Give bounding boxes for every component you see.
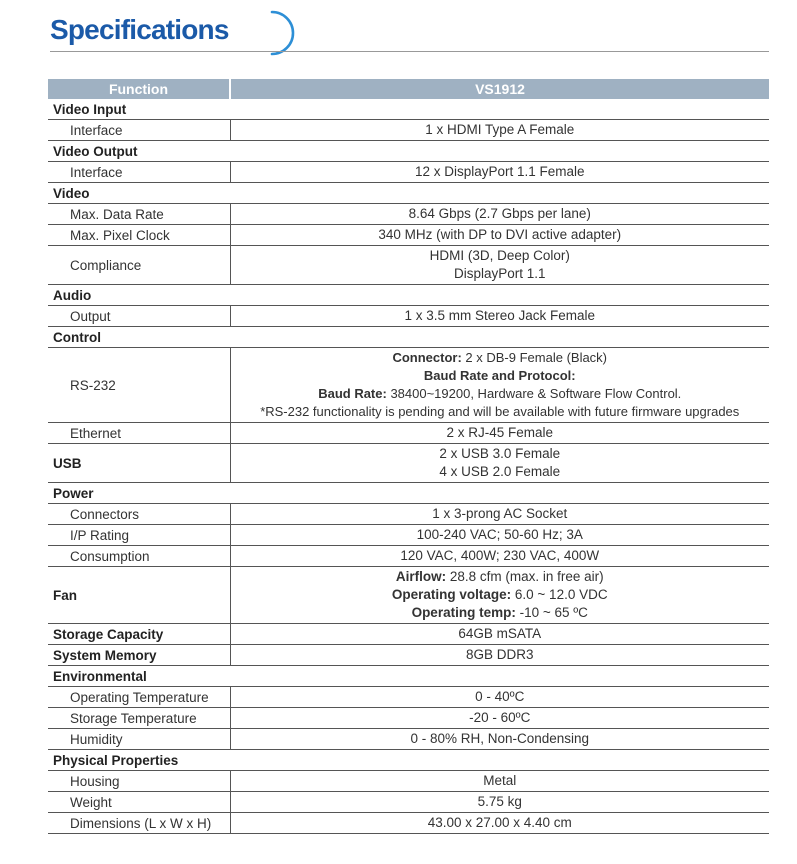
category-power: Power [48, 483, 769, 504]
row-value: 64GB mSATA [230, 624, 769, 645]
row-label: Interface [48, 120, 230, 141]
table-row [48, 204, 769, 225]
row-value: 12 x DisplayPort 1.1 Female [230, 162, 769, 183]
table-row [48, 246, 769, 285]
table-row [48, 120, 769, 141]
title-divider [50, 51, 769, 52]
row-value [230, 444, 769, 483]
table-row [48, 225, 769, 246]
row-label: Ethernet [48, 423, 230, 444]
row-value: Metal [230, 771, 769, 792]
row-label: Housing [48, 771, 230, 792]
category-video-input: Video Input [48, 99, 769, 120]
connector-key: Connector: [392, 350, 462, 365]
category-control: Control [48, 327, 769, 348]
row-label: Humidity [48, 729, 230, 750]
category-row [48, 285, 769, 306]
category-row [48, 183, 769, 204]
row-label: Compliance [48, 246, 230, 285]
category-row [48, 666, 769, 687]
airflow-line [235, 568, 766, 586]
row-value [230, 246, 769, 285]
table-row [48, 567, 769, 624]
header-model: VS1912 [230, 79, 769, 99]
row-value: 5.75 kg [230, 792, 769, 813]
baud-protocol-key: Baud Rate and Protocol: [423, 368, 576, 383]
voltage-line [235, 586, 766, 604]
row-value: 8.64 Gbps (2.7 Gbps per lane) [230, 204, 769, 225]
temp-line [235, 604, 766, 622]
category-environmental: Environmental [48, 666, 769, 687]
table-row [48, 624, 769, 645]
category-row [48, 99, 769, 120]
table-row [48, 813, 769, 834]
table-row [48, 423, 769, 444]
table-row [48, 162, 769, 183]
row-label: Connectors [48, 504, 230, 525]
row-label: System Memory [48, 645, 230, 666]
baud-rate-key: Baud Rate: [318, 386, 387, 401]
table-row [48, 792, 769, 813]
connector-line [235, 349, 766, 367]
baud-protocol-line [235, 367, 766, 385]
row-label: Operating Temperature [48, 687, 230, 708]
category-video: Video [48, 183, 769, 204]
arc-decoration-icon [264, 8, 312, 56]
category-row [48, 327, 769, 348]
row-label: Storage Temperature [48, 708, 230, 729]
voltage-key: Operating voltage: [391, 587, 512, 602]
table-row [48, 687, 769, 708]
table-row [48, 645, 769, 666]
compliance-line: HDMI (3D, Deep Color) [429, 248, 570, 263]
row-label: Dimensions (L x W x H) [48, 813, 230, 834]
row-value: 1 x 3-prong AC Socket [230, 504, 769, 525]
category-video-output: Video Output [48, 141, 769, 162]
table-row [48, 348, 769, 423]
row-value: 0 - 40ºC [230, 687, 769, 708]
voltage-value: 6.0 ~ 12.0 VDC [511, 587, 608, 602]
table-row [48, 771, 769, 792]
row-value: -20 - 60ºC [230, 708, 769, 729]
page-title: Specifications [50, 14, 229, 45]
row-label: RS-232 [48, 348, 230, 423]
table-row [48, 708, 769, 729]
row-value: 8GB DDR3 [230, 645, 769, 666]
row-label: Weight [48, 792, 230, 813]
table-row [48, 504, 769, 525]
header-function: Function [48, 79, 230, 99]
table-row [48, 306, 769, 327]
category-row [48, 483, 769, 504]
row-label: I/P Rating [48, 525, 230, 546]
row-label: Consumption [48, 546, 230, 567]
category-row [48, 141, 769, 162]
row-value: 340 MHz (with DP to DVI active adapter) [230, 225, 769, 246]
usb-line: 4 x USB 2.0 Female [439, 464, 561, 479]
row-label: Max. Pixel Clock [48, 225, 230, 246]
compliance-line: DisplayPort 1.1 [453, 266, 546, 281]
airflow-value: 28.8 cfm (max. in free air) [446, 569, 604, 584]
row-value: 1 x 3.5 mm Stereo Jack Female [230, 306, 769, 327]
row-value [230, 348, 769, 423]
airflow-key: Airflow: [395, 569, 447, 584]
category-audio: Audio [48, 285, 769, 306]
table-row [48, 525, 769, 546]
baud-rate-value: 38400~19200, Hardware & Software Flow Control. [386, 386, 682, 401]
usb-line: 2 x USB 3.0 Female [439, 446, 561, 461]
row-value: 100-240 VAC; 50-60 Hz; 3A [230, 525, 769, 546]
baud-rate-line [235, 385, 766, 403]
connector-value: 2 x DB-9 Female (Black) [461, 350, 608, 365]
table-header-row [48, 79, 769, 99]
temp-key: Operating temp: [411, 605, 516, 620]
category-physical: Physical Properties [48, 750, 769, 771]
row-label: Output [48, 306, 230, 327]
row-label: Fan [48, 567, 230, 624]
category-row [48, 750, 769, 771]
row-label: Interface [48, 162, 230, 183]
table-row [48, 729, 769, 750]
row-label: USB [48, 444, 230, 483]
table-row [48, 546, 769, 567]
row-value: 2 x RJ-45 Female [230, 423, 769, 444]
row-label: Max. Data Rate [48, 204, 230, 225]
row-label: Storage Capacity [48, 624, 230, 645]
row-value: 43.00 x 27.00 x 4.40 cm [230, 813, 769, 834]
row-value: 0 - 80% RH, Non-Condensing [230, 729, 769, 750]
row-value [230, 567, 769, 624]
temp-value: -10 ~ 65 ºC [515, 605, 588, 620]
specifications-heading [50, 8, 750, 52]
rs232-note: *RS-232 functionality is pending and will be available with future firmware upgrades [260, 404, 740, 419]
row-value: 120 VAC, 400W; 230 VAC, 400W [230, 546, 769, 567]
table-row [48, 444, 769, 483]
row-value: 1 x HDMI Type A Female [230, 120, 769, 141]
specifications-table [48, 79, 769, 834]
